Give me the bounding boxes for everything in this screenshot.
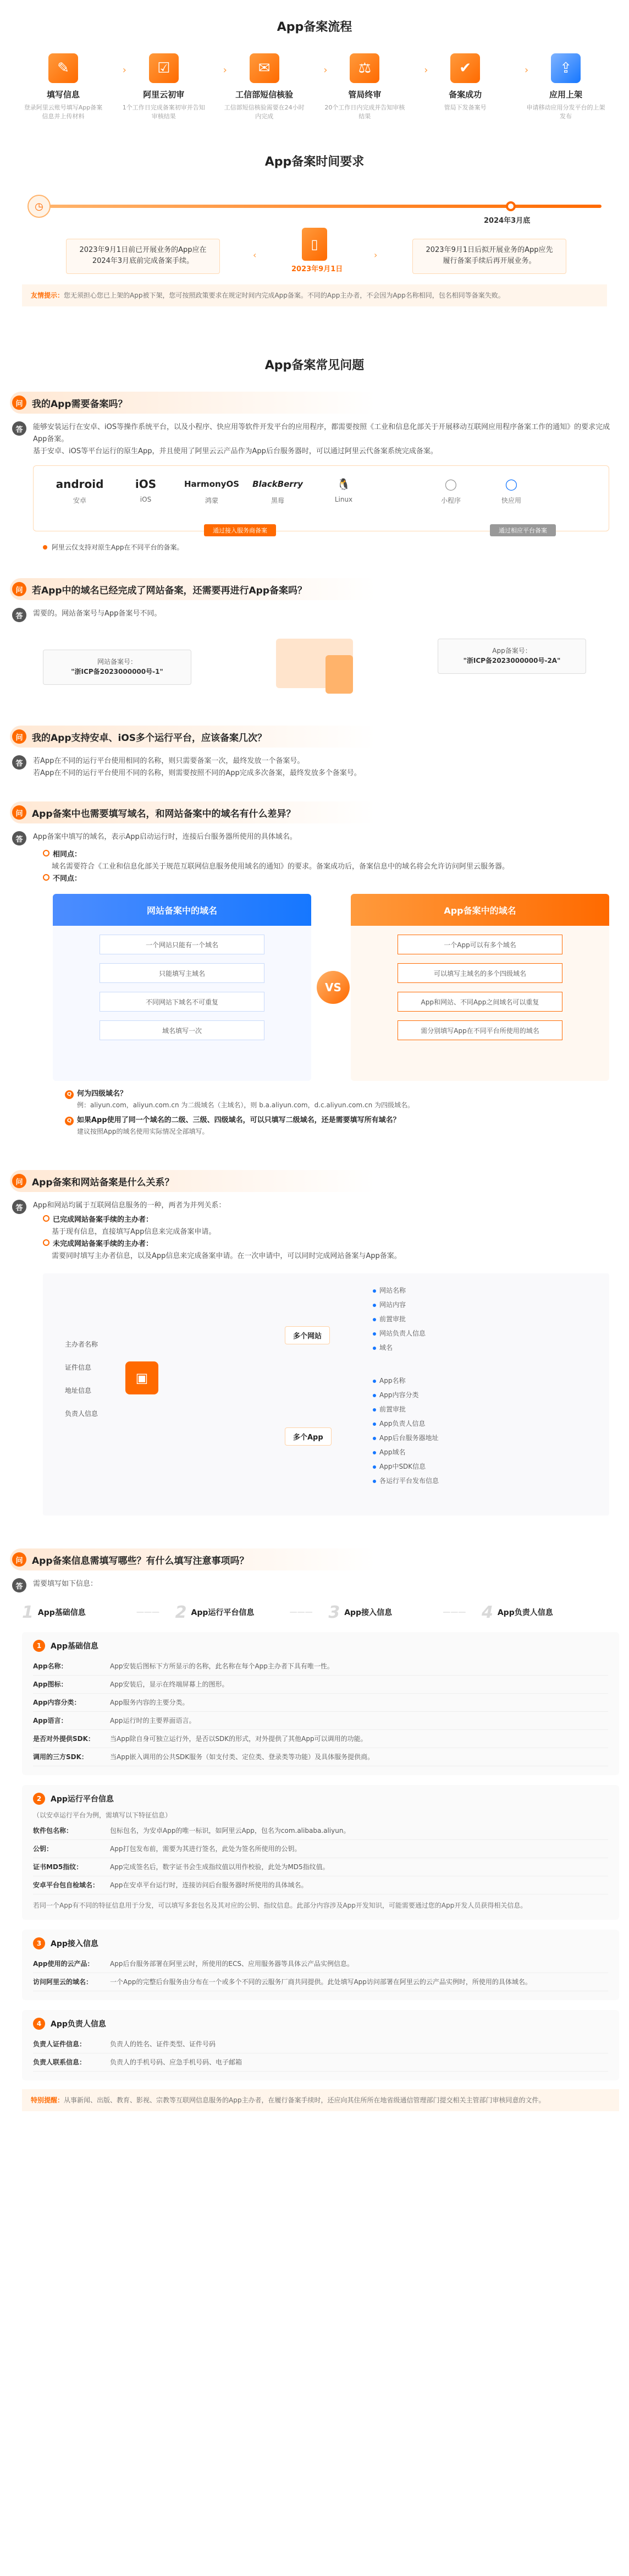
compare-item: 可以填写主域名的多个四级域名 — [398, 963, 562, 983]
same-heading: 相同点： — [43, 849, 609, 861]
website-domain-column — [53, 894, 311, 1081]
faq-title: App备案常见问题 — [264, 359, 365, 372]
arrow-right-icon: › — [323, 64, 328, 76]
point-text: 基于现有信息，直接填写App信息来完成备案申请。 — [52, 1228, 216, 1236]
relation-mindmap — [43, 1273, 609, 1515]
card-number: 2 — [33, 1793, 45, 1805]
row-value: App后台服务部署在阿里云时，所使用的ECS、应用服务器等具体云产品实例信息。 — [110, 1955, 608, 1973]
platform-harmony — [179, 476, 245, 505]
mind-node: 主办者名称 — [65, 1341, 98, 1348]
question-header — [10, 1548, 619, 1570]
question-text: 我的App需要备案吗？ — [32, 398, 128, 410]
mind-leaf: App后台服务器地址 — [373, 1433, 438, 1442]
column-header: App备案中的域名 — [351, 894, 609, 926]
info-step-4 — [482, 1602, 619, 1622]
answer — [10, 608, 619, 622]
info-table — [33, 1657, 608, 1766]
success-icon: ✔ — [450, 53, 480, 83]
faq-q6 — [10, 1548, 619, 1592]
flow-step-3 — [223, 53, 328, 121]
diff-heading: 不同点： — [43, 873, 609, 885]
quickapp-icon: ◯ — [505, 477, 518, 491]
row-key: 安卓平台包自检域名： — [33, 1876, 110, 1894]
sub-answer-text: 建议按照App的域名使用实际情况全部填写。 — [77, 1128, 209, 1135]
mind-node: 负责人信息 — [65, 1410, 98, 1418]
answer — [10, 755, 619, 779]
step-divider: ——— — [136, 1608, 159, 1617]
row-value: App在安卓平台运行时，连接访问后台服务器时所使用的具体域名。 — [110, 1876, 608, 1894]
question-icon: Q — [65, 1117, 74, 1125]
question-text: 我的App支持安卓、iOS多个运行平台，应该备案几次？ — [32, 732, 267, 744]
point-text: 需要同时填写主办者信息，以及App信息来完成备案申请。在一次申请中，可以同时完成网站备案与App备案。 — [52, 1252, 401, 1260]
answer-text: 若App在不同的运行平台使用相同的名称，则只需要备案一次，最终发放一个备案号。 — [33, 757, 305, 765]
blackberry-icon: BlackBerry — [252, 479, 303, 489]
tip-label: 友情提示： — [31, 292, 64, 299]
row-value: 包标包名，为安卓App的唯一标识，如阿里云App，包名为com.alibaba.aliyun。 — [110, 1822, 608, 1840]
same-text: 域名需要符合《工业和信息化部关于规范互联网信息服务使用域名的通知》的要求。备案成功后，备案信息中的域名将会允许访问阿里云服务器。 — [52, 863, 510, 871]
sub-question-text: 何为四级域名？ — [77, 1090, 128, 1098]
answer-text: 基于安卓、iOS等平台运行的原生App，并且使用了阿里云云产品作为App后台服务器时，可以通过阿里云代备案系统完成备案。 — [33, 447, 438, 455]
row-key: 负责人联系信息： — [33, 2053, 110, 2072]
step-divider: ——— — [443, 1608, 466, 1617]
platform-miniprogram — [421, 476, 481, 505]
flow-step-name: 填写信息 — [46, 90, 80, 100]
note: 阿里云仅支持对原生App在不同平台的备案。 — [43, 542, 619, 552]
flow-step-5 — [424, 53, 529, 121]
table-row — [33, 1822, 608, 1840]
info-table — [33, 2035, 608, 2072]
answer-icon: 答 — [12, 608, 26, 622]
special-label: 特别提醒： — [31, 2096, 64, 2104]
answer-body — [33, 755, 619, 779]
answer — [10, 1578, 619, 1592]
row-key: 负责人证件信息： — [33, 2035, 110, 2053]
mind-leaf: 网站内容 — [373, 1300, 406, 1309]
step-label: App运行平台信息 — [191, 1608, 255, 1617]
spacer — [377, 476, 421, 505]
table-row — [33, 1858, 608, 1876]
android-icon: android — [56, 477, 104, 491]
card-number: 3 — [33, 1937, 45, 1949]
card-header — [33, 1793, 608, 1805]
row-value: 当App嵌入调用的公共SDK服务（如支付类、定位类、登录类等功能）及具体服务提供商。 — [110, 1748, 608, 1766]
answer-text: 若App在不同的运行平台使用不同的名称，则需要按照不同的App完成多次备案，最终发放多个备案号。 — [33, 769, 361, 777]
relation-points — [43, 1214, 609, 1262]
flow-step-4 — [323, 53, 428, 121]
platform-row — [47, 476, 595, 505]
tag-platform: 通过相应平台备案 — [490, 524, 556, 536]
platform-name: Linux — [334, 496, 353, 503]
platform-name: iOS — [140, 496, 152, 503]
row-key: 软件包名称： — [33, 1822, 110, 1840]
table-row — [33, 1955, 608, 1973]
sub-question-2 — [65, 1115, 609, 1137]
mind-leaf: 前置审批 — [373, 1314, 406, 1323]
timeline-dot-label: 2024年3月底 — [484, 217, 531, 225]
card-number: 1 — [33, 1640, 45, 1652]
form-icon: ✎ — [48, 53, 78, 83]
flow-steps — [0, 53, 629, 121]
question-text: App备案信息需填写哪些？有什么填写注意事项吗？ — [32, 1555, 249, 1567]
table-row — [33, 1840, 608, 1858]
question-text: App备案中也需要填写域名，和网站备案中的域名有什么差异？ — [32, 808, 296, 820]
info-card-access — [22, 1930, 619, 2000]
card-title: App基础信息 — [51, 1642, 98, 1651]
card-number: "浙ICP备2023000000号-1" — [71, 668, 163, 675]
table-row — [33, 2035, 608, 2053]
flow-step-name: 阿里云初审 — [143, 90, 185, 100]
question-header — [10, 578, 619, 600]
question-icon: 问 — [12, 396, 26, 410]
card-label: 网站备案号： — [97, 658, 137, 666]
compare-item: 需分别填写App在不同平台所使用的域名 — [398, 1020, 562, 1040]
flow-step-desc: 20个工作日内完成并告知审核结果 — [324, 104, 405, 120]
question-icon: 问 — [12, 805, 26, 820]
timeline — [27, 178, 602, 274]
flow-title: App备案流程 — [277, 20, 352, 34]
phone-icon: ▯ — [302, 228, 327, 261]
card-header — [33, 2018, 608, 2030]
info-card-basic — [22, 1632, 619, 1775]
platform-name: 黑莓 — [271, 497, 284, 504]
compare-item: 只能填写主域名 — [100, 963, 264, 983]
timeline-left-box: 2023年9月1日前已开展业务的App应在2024年3月底前完成备案手续。 — [66, 239, 220, 274]
table-row — [33, 1876, 608, 1894]
sms-icon: ✉ — [250, 53, 279, 83]
info-step-2 — [175, 1602, 313, 1622]
flow-step-6 — [525, 53, 607, 121]
card-number: "浙ICP备2023000000号-2A" — [463, 657, 561, 664]
platform-name: 鸿蒙 — [205, 497, 218, 504]
mind-leaf: 域名 — [373, 1343, 393, 1352]
platform-android — [47, 476, 113, 505]
row-key: App图标： — [33, 1676, 110, 1694]
special-reminder — [22, 2089, 619, 2111]
row-key: App语言： — [33, 1712, 110, 1730]
table-row — [33, 1657, 608, 1676]
table-row — [33, 1748, 608, 1766]
friendly-tip — [22, 284, 607, 306]
app-domain-column — [351, 894, 609, 1081]
flow-step-2 — [122, 53, 227, 121]
question-header — [10, 726, 619, 748]
faq-q4 — [10, 801, 619, 1137]
faq-q2 — [10, 578, 619, 699]
step-number: 4 — [481, 1602, 493, 1622]
linux-icon: 🐧 — [336, 477, 351, 491]
answer — [10, 421, 619, 458]
row-value: App服务内容的主要分类。 — [110, 1694, 608, 1712]
flow-step-desc: 登录阿里云账号填写App备案信息并上传材料 — [24, 104, 103, 120]
card-title: App接入信息 — [51, 1940, 98, 1948]
card-note: 若同一个App有不同的特征信息用于分发，可以填写多套包名及其对应的公钥、指纹信息。此部分内容涉及App开发知识，可能需要通过您的App开发人员获得相关信息。 — [33, 1902, 527, 1909]
platform-linux — [311, 476, 377, 505]
table-row — [33, 1730, 608, 1748]
step-divider: ——— — [289, 1608, 313, 1617]
row-value: App运行时的主要界面语言。 — [110, 1712, 608, 1730]
question-text: 若App中的域名已经完成了网站备案，还需要再进行App备案吗？ — [32, 585, 307, 596]
answer — [10, 831, 619, 845]
table-row — [33, 1712, 608, 1730]
arrow-right-icon: › — [122, 64, 126, 76]
sub-answer-text: 例：aliyun.com，aliyun.com.cn 为二级域名（主域名），则 b.a.aliyun.com，d.c.aliyun.com.cn 为四级域名。 — [77, 1101, 415, 1109]
mind-leaf: App负责人信息 — [373, 1419, 425, 1428]
flow-step-desc: 申请移动应用分发平台的上架发布 — [526, 104, 605, 120]
column-header: 网站备案中的域名 — [53, 894, 311, 926]
row-value: 一个App的完整后台服务由分布在一个或多个不同的云服务厂商共同提供。此处填写App访问部署在阿里云的云产品实例时，所使用的具体域名。 — [110, 1973, 608, 1991]
platform-blackberry — [245, 476, 311, 505]
mind-leaf: App内容分类 — [373, 1390, 418, 1399]
compare-item: 域名填写一次 — [100, 1020, 264, 1040]
row-value: App完成签名后，数字证书会生成指纹值以用作校验，此处为MD5指纹值。 — [110, 1858, 608, 1876]
mind-leaf: 各运行平台发布信息 — [373, 1476, 439, 1485]
sub-question-1 — [65, 1089, 609, 1111]
mind-node: 证件信息 — [65, 1364, 92, 1371]
row-key: 证书MD5指纹： — [33, 1858, 110, 1876]
question-icon: Q — [65, 1090, 74, 1099]
platform-box — [33, 465, 609, 534]
timeline-title: App备案时间要求 — [264, 155, 365, 169]
platform-quickapp — [481, 476, 542, 505]
step-number: 2 — [175, 1602, 187, 1622]
compare-item: App和网站、不同App之间域名可以重复 — [398, 992, 562, 1012]
mind-leaf: 网站名称 — [373, 1286, 406, 1295]
row-key: App内容分类： — [33, 1694, 110, 1712]
timeline-section — [0, 152, 629, 306]
card-header — [33, 1937, 608, 1949]
answer-text: 需要填写如下信息： — [33, 1580, 98, 1588]
website-record-card — [43, 650, 191, 685]
mind-node: 地址信息 — [65, 1387, 92, 1394]
row-value: App打包发布前，需要为其进行签名，此处为签名所使用的公钥。 — [110, 1840, 608, 1858]
faq-q3 — [10, 726, 619, 779]
branch-app: 多个App — [285, 1427, 332, 1446]
tip-text: 您无须担心您已上架的App被下架，您可按照政策要求在规定时间内完成App备案。不同的App主办者，不会因为App名称相同，包名相同等备案失败。 — [64, 292, 505, 299]
flow-step-name: 工信部短信核验 — [235, 90, 294, 100]
row-value: 负责人的姓名、证件类型、证件号码 — [110, 2035, 608, 2053]
review-icon: ☑ — [149, 53, 179, 83]
timeline-bar — [49, 205, 602, 208]
mind-leaf: App域名 — [373, 1447, 405, 1457]
flow-step-desc: 工信部短信核验需要在24小时内完成 — [224, 104, 305, 120]
flow-step-name: 备案成功 — [449, 90, 482, 100]
table-row — [33, 1676, 608, 1694]
question-header — [10, 1170, 619, 1192]
row-value: 负责人的手机号码、应急手机号码、电子邮箱 — [110, 2053, 608, 2072]
answer-icon: 答 — [12, 831, 26, 845]
answer-text: App备案中填写的域名，表示App启动运行时，连接后台服务器所使用的具体域名。 — [33, 833, 297, 841]
chevron-left-icon: ‹ — [253, 250, 257, 260]
platform-name: 小程序 — [440, 497, 461, 504]
info-card-owner — [22, 2010, 619, 2080]
info-card-platform — [22, 1785, 619, 1920]
answer-text: App和网站均属于互联网信息服务的一种，两者为并列关系： — [33, 1201, 226, 1210]
vs-badge: VS — [317, 971, 350, 1004]
compare-item: 不同网站下域名不可重复 — [100, 992, 264, 1012]
info-step-3 — [328, 1602, 466, 1622]
app-record-card — [438, 639, 586, 674]
same-point — [43, 849, 609, 885]
mind-leaf: App中SDK信息 — [373, 1462, 426, 1471]
answer-icon: 答 — [12, 1200, 26, 1214]
question-icon: 问 — [12, 582, 26, 596]
step-label: App负责人信息 — [497, 1608, 553, 1617]
special-text: 从事新闻、出版、教育、影视、宗教等互联网信息服务的App主办者，在履行备案手续时，还应向其住所所在地省级通信管理部门提交相关主管部门审核同意的文件。 — [64, 2096, 545, 2104]
flow-step-name: 管局终审 — [348, 90, 382, 100]
card-number: 4 — [33, 2018, 45, 2030]
timeline-center — [291, 228, 343, 273]
step-label: App基础信息 — [37, 1608, 86, 1617]
row-key: 调用的三方SDK： — [33, 1748, 110, 1766]
ios-icon: iOS — [135, 477, 157, 491]
row-key: 是否对外提供SDK： — [33, 1730, 110, 1748]
row-key: 访问阿里云的域名： — [33, 1973, 110, 1991]
card-title: App运行平台信息 — [51, 1795, 114, 1804]
row-value: App安装后图标下方所显示的名称，此名称在每个App主办者下具有唯一性。 — [110, 1657, 608, 1676]
faq-q1 — [10, 392, 619, 552]
harmonyos-icon: HarmonyOS — [184, 479, 240, 489]
platform-ios — [113, 476, 179, 505]
info-table — [33, 1822, 608, 1894]
arrow-right-icon: › — [223, 64, 227, 76]
question-text: App备案和网站备案是什么关系？ — [32, 1177, 174, 1188]
compare-item: 一个App可以有多个域名 — [398, 935, 562, 954]
flow-step-desc: 1个工作日完成备案初审并告知审核结果 — [122, 104, 205, 120]
step-label: App接入信息 — [344, 1608, 393, 1617]
table-row — [33, 2053, 608, 2072]
card-title: App负责人信息 — [51, 2020, 106, 2029]
app-icon: ▣ — [125, 1361, 158, 1394]
faq-q5 — [10, 1170, 619, 1515]
point-heading: 未完成网站备案手续的主办者： — [43, 1238, 609, 1250]
answer-icon: 答 — [12, 755, 26, 770]
step-number: 1 — [22, 1602, 34, 1622]
row-key: 公钥： — [33, 1840, 110, 1858]
audit-icon: ⚖ — [350, 53, 379, 83]
question-icon: 问 — [12, 1174, 26, 1188]
sub-question-text: 如果App使用了同一个域名的二级、三级、四级域名，可以只填写二级域名，还是需要填写所有域名？ — [77, 1116, 400, 1124]
mind-leaf: 前置审批 — [373, 1404, 406, 1414]
chevron-right-icon: › — [374, 250, 378, 260]
answer-text: 能够安装运行在安卓、iOS等操作系统平台，以及小程序、快应用等软件开发平台的应用程序，都需要按照《工业和信息化部关于开展移动互联网应用程序备案工作的通知》的要求完成App备案。 — [33, 423, 610, 443]
answer-body — [33, 421, 619, 458]
platform-name: 安卓 — [73, 497, 86, 504]
row-key: App名称： — [33, 1657, 110, 1676]
question-header — [10, 801, 619, 823]
flow-step-1 — [22, 53, 126, 121]
card-label: App备案号： — [492, 647, 532, 655]
row-key: App使用的云产品： — [33, 1955, 110, 1973]
info-step-1 — [22, 1602, 159, 1622]
clock-icon: ◷ — [27, 195, 51, 218]
timeline-center-date: 2023年9月1日 — [291, 265, 343, 273]
answer-icon: 答 — [12, 1578, 26, 1592]
row-value: App安装后，显示在终端屏幕上的图形。 — [110, 1676, 608, 1694]
illustration — [260, 633, 369, 699]
card-subtitle: （以安卓运行平台为例，需填写以下特征信息） — [33, 1811, 172, 1819]
record-number-compare — [43, 633, 586, 699]
flow-step-desc: 管局下发备案号 — [444, 104, 487, 111]
domain-compare — [53, 894, 609, 1081]
timeline-right-box: 2023年9月1日后拟开展业务的App应先履行备案手续后再开展业务。 — [412, 239, 566, 274]
answer-text: 需要的。网站备案号与App备案号不同。 — [33, 609, 162, 618]
platform-name: 快应用 — [501, 497, 521, 504]
mind-leaf: App名称 — [373, 1376, 405, 1385]
upload-icon: ⇪ — [551, 53, 581, 83]
step-number: 3 — [328, 1602, 340, 1622]
miniprogram-icon: ◯ — [444, 477, 457, 491]
arrow-right-icon: › — [424, 64, 428, 76]
info-steps — [22, 1602, 619, 1622]
table-row — [33, 1694, 608, 1712]
row-value: 当App除自身可独立运行外，是否以SDK的形式，对外提供了其他App可以调用的功能。 — [110, 1730, 608, 1748]
question-header — [10, 392, 619, 414]
table-row — [33, 1973, 608, 1991]
timeline-dot — [506, 201, 516, 211]
answer — [10, 1200, 619, 1214]
question-icon: 问 — [12, 1552, 26, 1567]
info-table — [33, 1955, 608, 1991]
arrow-right-icon: › — [524, 64, 529, 76]
answer-icon: 答 — [12, 421, 26, 436]
card-header — [33, 1640, 608, 1652]
mind-leaf: 网站负责人信息 — [373, 1328, 426, 1338]
branch-website: 多个网站 — [285, 1326, 330, 1344]
flow-step-name: 应用上架 — [549, 90, 582, 100]
point-heading: 已完成网站备案手续的主办者： — [43, 1214, 609, 1226]
tag-provider: 通过接入服务商备案 — [204, 524, 276, 536]
question-icon: 问 — [12, 729, 26, 744]
compare-item: 一个网站只能有一个域名 — [100, 935, 264, 954]
